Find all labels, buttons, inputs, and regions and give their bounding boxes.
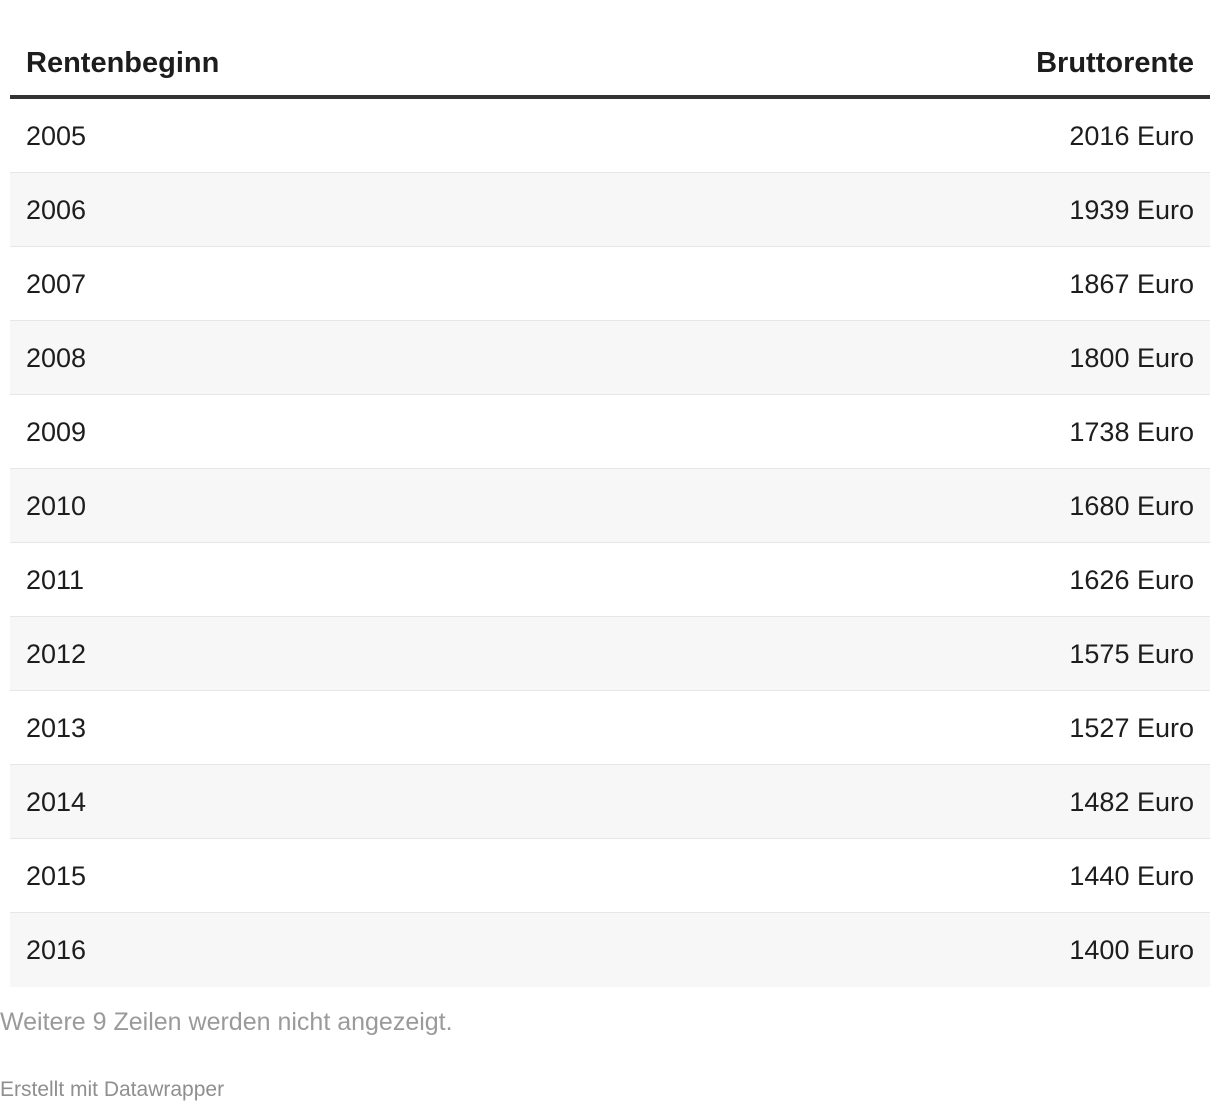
table-row (10, 691, 1210, 765)
cell-rentenbeginn: 2006 (26, 195, 87, 225)
cell-bruttorente: 1527 Euro (1069, 713, 1194, 743)
table-row (10, 395, 1210, 469)
cell-rentenbeginn: 2008 (26, 343, 87, 373)
cell-rentenbeginn: 2014 (26, 787, 87, 817)
table-row (10, 765, 1210, 839)
cell-rentenbeginn: 2007 (26, 269, 87, 299)
cell-bruttorente: 1800 Euro (1069, 343, 1194, 373)
cell-bruttorente: 1738 Euro (1069, 417, 1194, 447)
cell-rentenbeginn: 2009 (26, 417, 87, 447)
table-body (10, 99, 1210, 987)
table-row (10, 173, 1210, 247)
table-row (10, 321, 1210, 395)
cell-bruttorente: 1867 Euro (1069, 269, 1194, 299)
cell-rentenbeginn: 2012 (26, 639, 87, 669)
cell-bruttorente: 1440 Euro (1069, 861, 1194, 891)
cell-bruttorente: 2016 Euro (1069, 121, 1194, 151)
cell-bruttorente: 1400 Euro (1069, 935, 1194, 965)
cell-rentenbeginn: 2011 (26, 565, 85, 595)
cell-rentenbeginn: 2005 (26, 121, 87, 151)
column-header-bruttorente[interactable]: Bruttorente (1036, 47, 1194, 79)
cell-bruttorente: 1482 Euro (1069, 787, 1194, 817)
datawrapper-credit[interactable]: Erstellt mit Datawrapper (0, 1078, 225, 1101)
cell-rentenbeginn: 2013 (26, 713, 87, 743)
data-table (10, 0, 1210, 987)
table-row (10, 247, 1210, 321)
table-row (10, 469, 1210, 543)
table-row (10, 543, 1210, 617)
table-row (10, 913, 1210, 987)
cell-rentenbeginn: 2015 (26, 861, 87, 891)
table-row (10, 839, 1210, 913)
table-row (10, 617, 1210, 691)
cell-rentenbeginn: 2010 (26, 491, 87, 521)
hidden-rows-note: Weitere 9 Zeilen werden nicht angezeigt. (0, 1008, 453, 1036)
cell-rentenbeginn: 2016 (26, 935, 87, 965)
column-header-rentenbeginn[interactable]: Rentenbeginn (26, 47, 220, 79)
cell-bruttorente: 1680 Euro (1069, 491, 1194, 521)
cell-bruttorente: 1939 Euro (1069, 195, 1194, 225)
table-row (10, 99, 1210, 173)
cell-bruttorente: 1626 Euro (1069, 565, 1194, 595)
table-header (10, 0, 1210, 99)
cell-bruttorente: 1575 Euro (1069, 639, 1194, 669)
